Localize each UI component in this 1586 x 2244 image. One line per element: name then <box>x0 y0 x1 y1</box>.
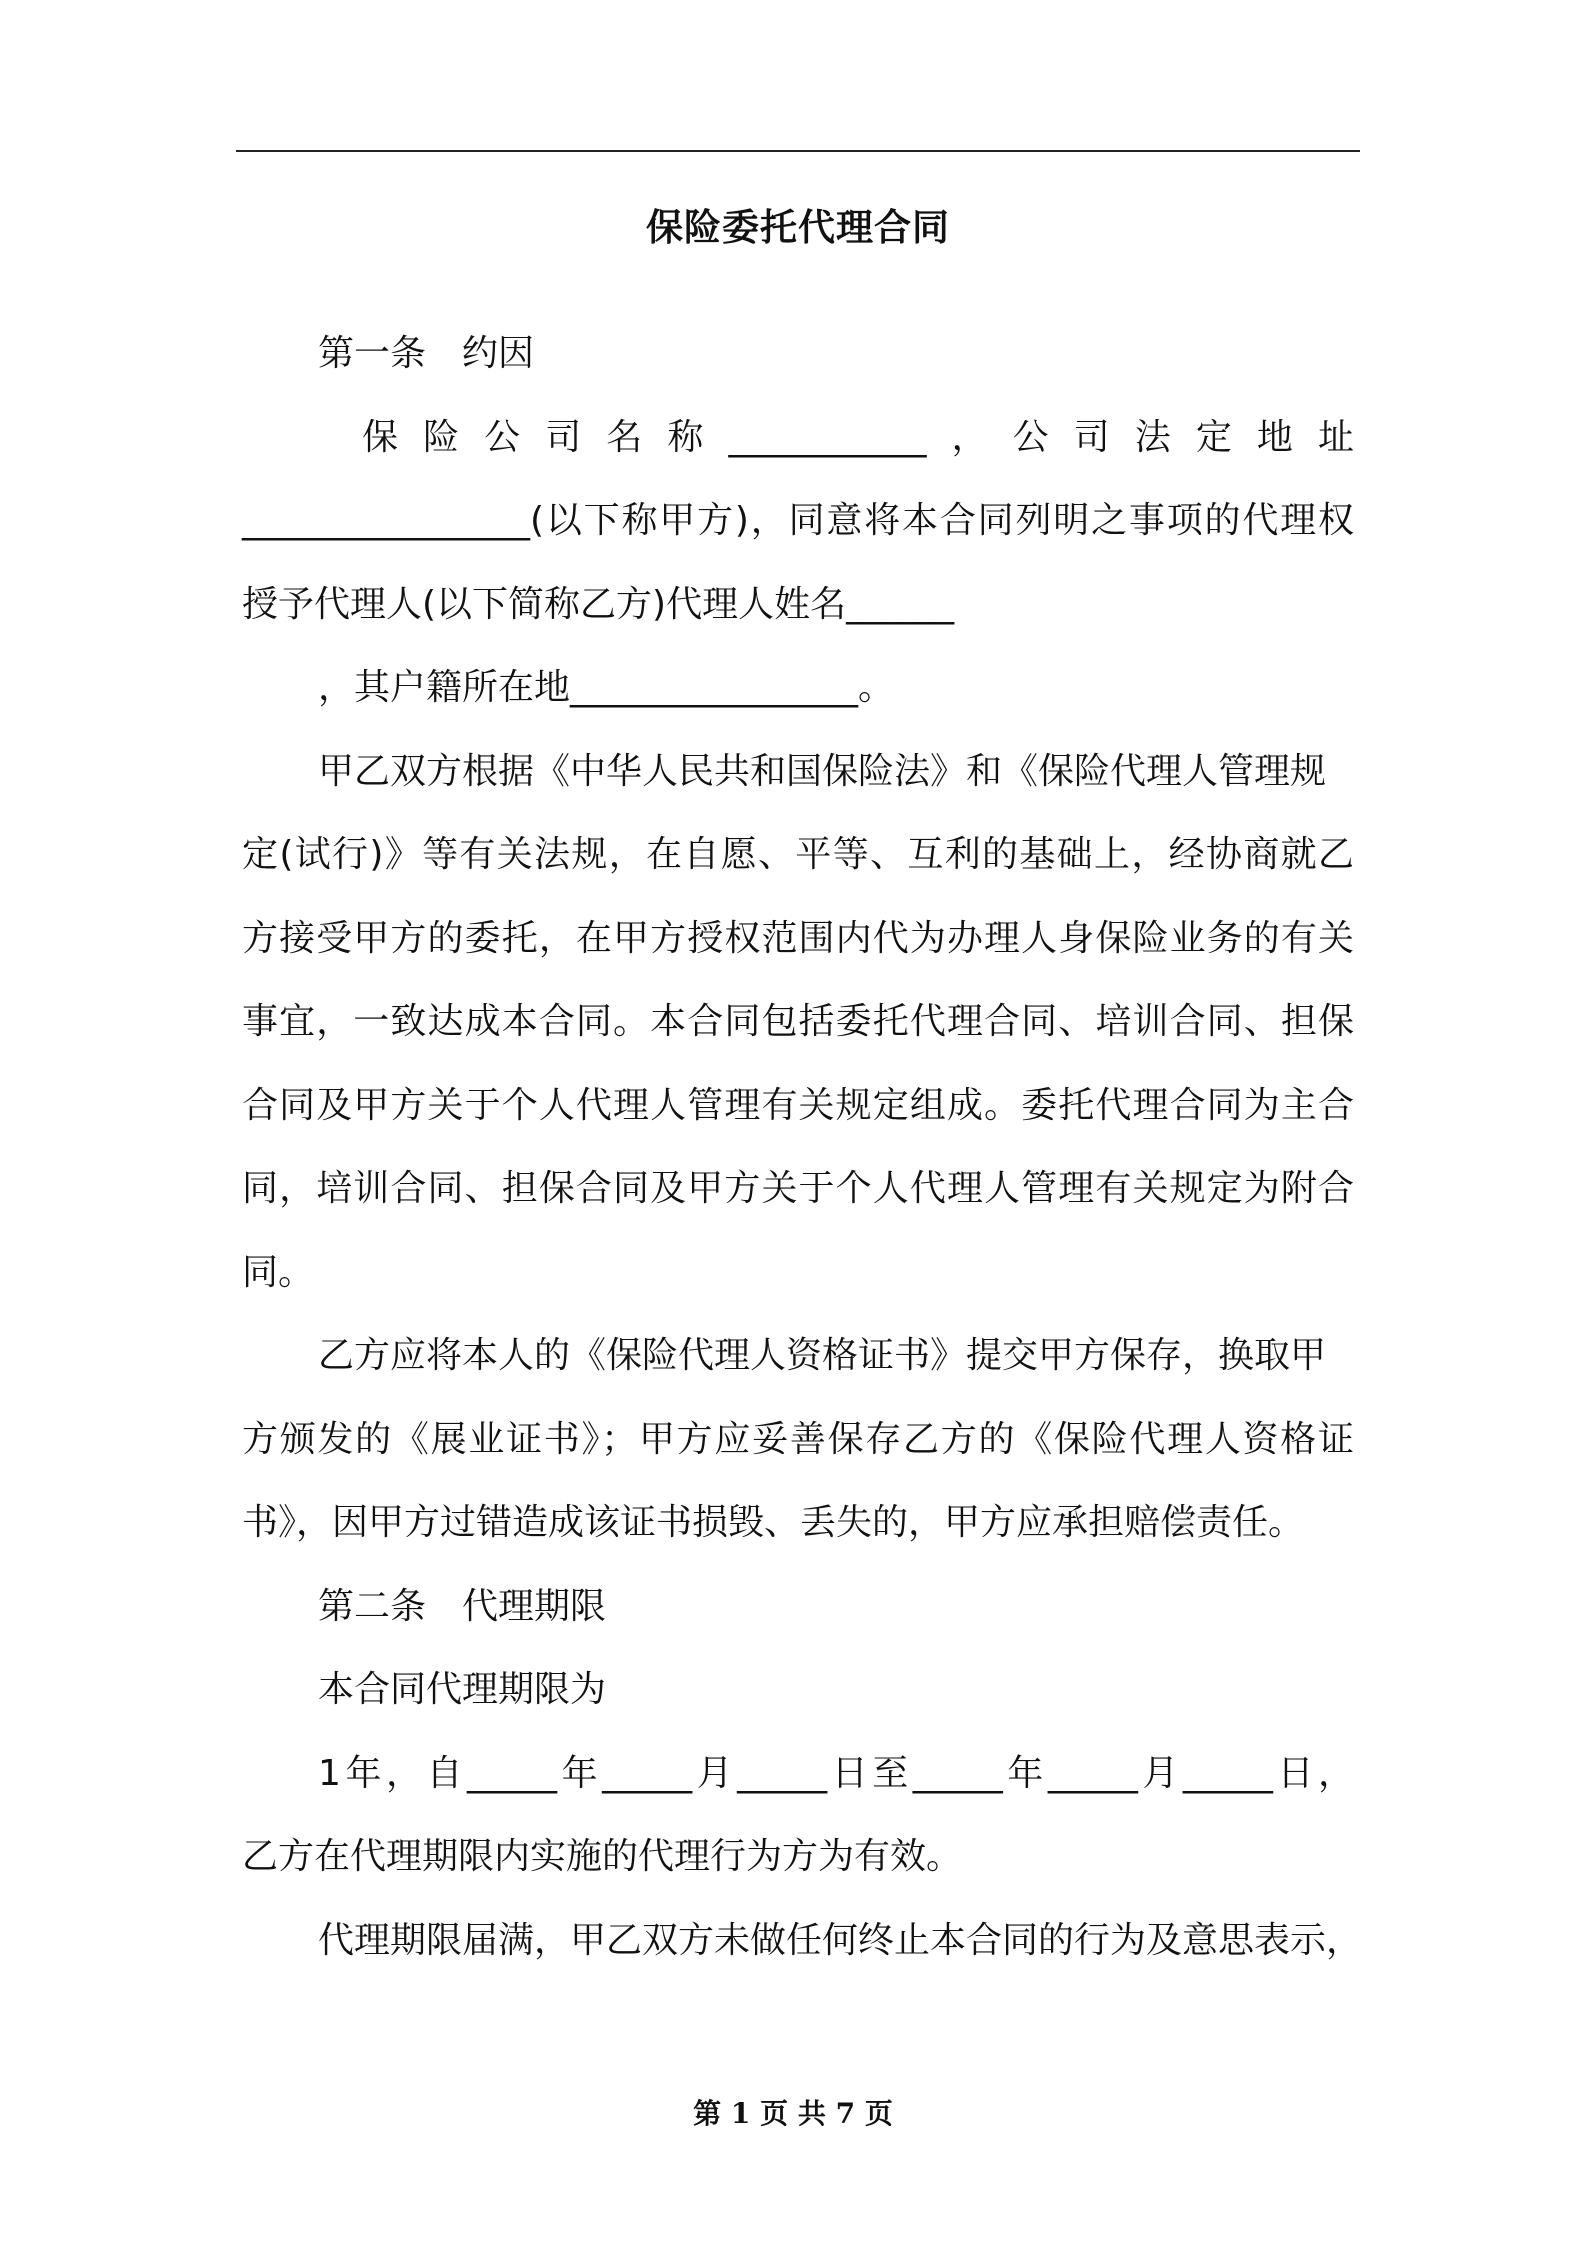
body-line: ，其户籍所在地________________。 <box>318 667 895 708</box>
body-line: 同，培训合同、担保合同及甲方关于个人代理人管理有关规定为附合 <box>242 1168 1354 1209</box>
body-line: 方颁发的《展业证书》；甲方应妥善保存乙方的《保险代理人资格证 <box>242 1419 1354 1460</box>
body-line: 事宜，一致达成本合同。本合同包括委托代理合同、培训合同、担保 <box>242 1001 1354 1042</box>
body-line: 授予代理人(以下简称乙方)代理人姓名______ <box>242 584 955 625</box>
body-line: 定(试行)》等有关法规，在自愿、平等、互利的基础上，经协商就乙 <box>242 834 1354 875</box>
body-line: 合同及甲方关于个人代理人管理有关规定组成。委托代理合同为主合 <box>242 1085 1354 1126</box>
body-line: 本合同代理期限为 <box>318 1669 607 1710</box>
body-line: 1年，自_____年_____月_____日至_____年_____月_____日， <box>318 1753 1354 1794</box>
header-rule <box>236 150 1360 152</box>
page-indicator: 第 1 页 共 7 页 <box>693 2097 893 2130</box>
article-1-heading: 第一条 约因 <box>318 333 535 374</box>
document-title: 保险委托代理合同 <box>646 206 950 249</box>
body-line: 保险公司名称___________，公司法定地址 <box>362 417 1354 458</box>
body-line: 书》，因甲方过错造成该证书损毁、丢失的，甲方应承担赔偿责任。 <box>242 1502 1305 1543</box>
body-line: 方接受甲方的委托，在甲方授权范围内代为办理人身保险业务的有关 <box>242 918 1354 959</box>
body-line: 乙方在代理期限内实施的代理行为方为有效。 <box>242 1836 963 1877</box>
body-line: 乙方应将本人的《保险代理人资格证书》提交甲方保存，换取甲 <box>318 1335 1327 1376</box>
body-line: 甲乙双方根据《中华人民共和国保险法》和《保险代理人管理规 <box>318 751 1327 792</box>
body-line: 同。 <box>242 1252 315 1293</box>
body-line: ________________(以下称甲方)，同意将本合同列明之事项的代理权 <box>242 500 1354 541</box>
body-line: 代理期限届满，甲乙双方未做任何终止本合同的行为及意思表示， <box>318 1920 1363 1961</box>
article-2-heading: 第二条 代理期限 <box>318 1586 607 1627</box>
